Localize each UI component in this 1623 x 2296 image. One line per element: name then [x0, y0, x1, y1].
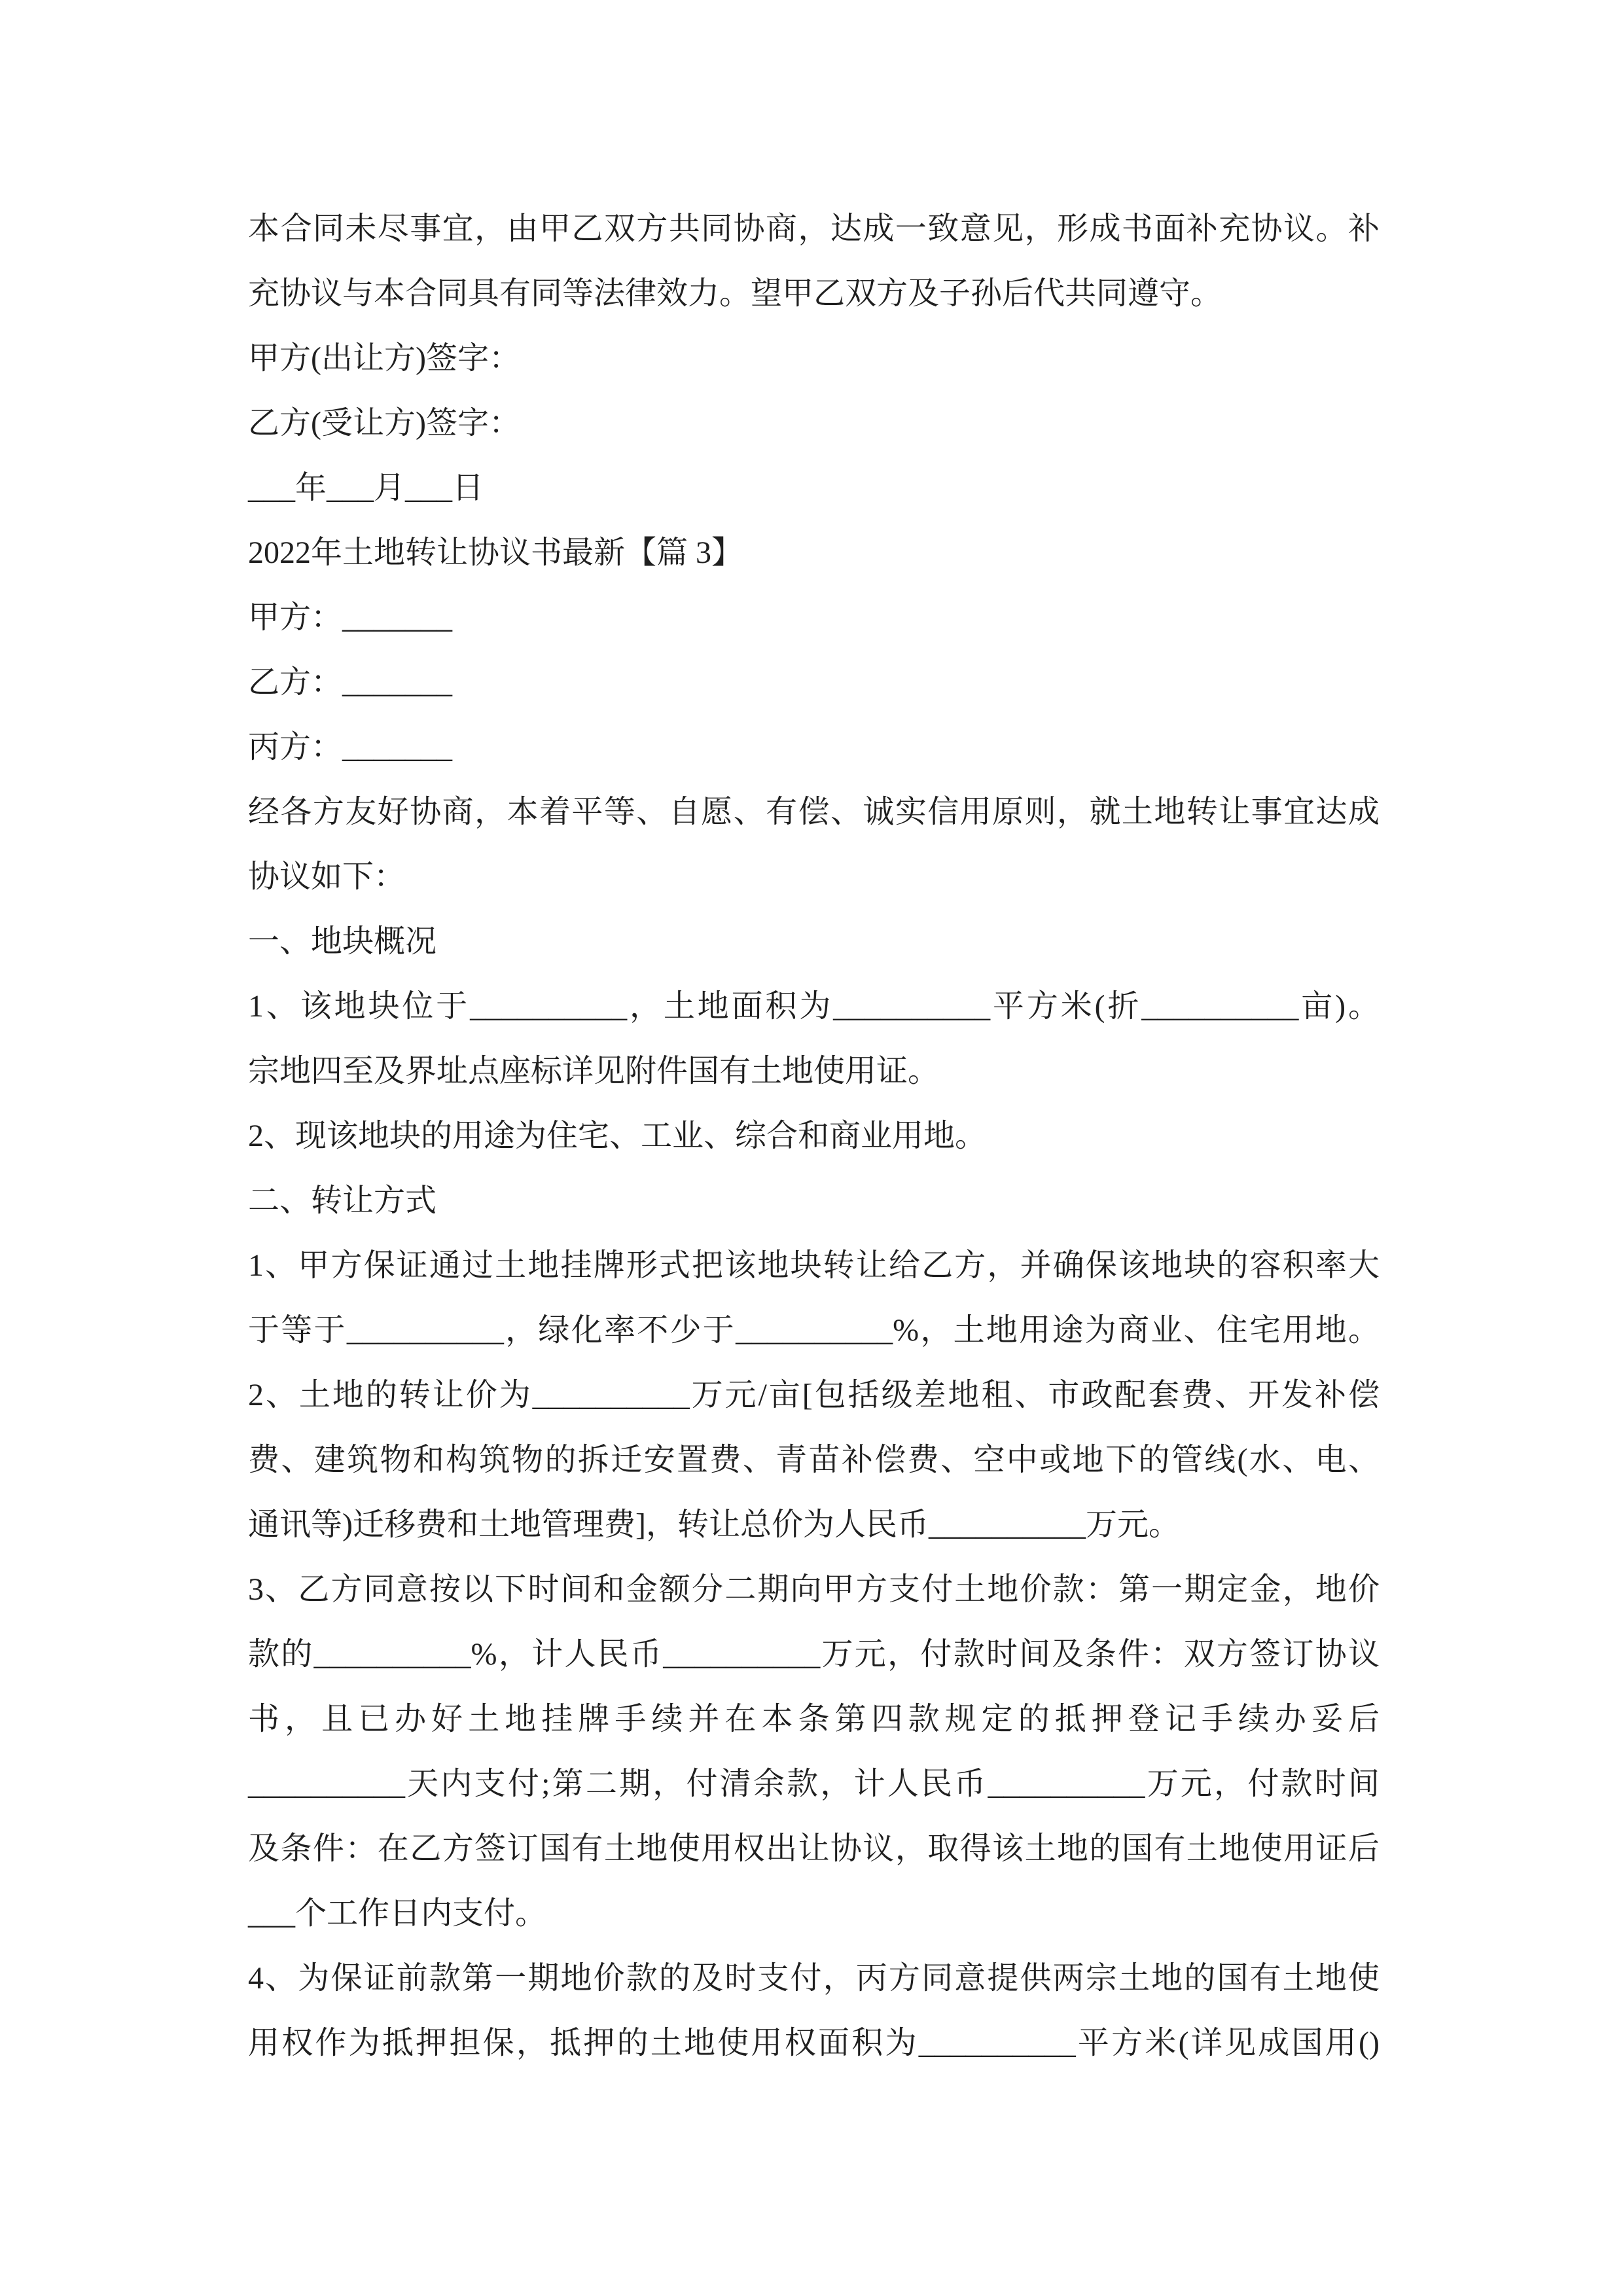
doc-line: ___个工作日内支付。: [248, 1896, 547, 1931]
doc-line: 经各方友好协商，本着平等、自愿、有偿、诚实信用原则，就土地转让事宜达成: [248, 795, 1380, 829]
doc-line-party-b-blank: 乙方：_______: [248, 665, 453, 700]
doc-line: 协议如下：: [248, 859, 406, 894]
doc-line-signature-party-a: 甲方(出让方)签字：: [248, 341, 520, 376]
doc-heading-transfer-method: 二、转让方式: [248, 1183, 437, 1218]
doc-line: 4、为保证前款第一期地价款的及时支付，丙方同意提供两宗土地的国有土地使: [248, 1961, 1380, 1996]
doc-line: 1、该地块位于__________，土地面积为__________平方米(折__________亩)。: [248, 989, 1380, 1024]
doc-line-party-c-blank: 丙方：_______: [248, 730, 453, 764]
doc-line: 用权作为抵押担保，抵押的土地使用权面积为__________平方米(详见成国用(): [248, 2026, 1380, 2060]
doc-line: 充协议与本合同具有同等法律效力。望甲乙双方及子孙后代共同遵守。: [248, 276, 1222, 311]
doc-line: 3、乙方同意按以下时间和金额分二期向甲方支付土地价款：第一期定金，地价: [248, 1572, 1380, 1607]
doc-line: 宗地四至及界址点座标详见附件国有土地使用证。: [248, 1054, 940, 1088]
doc-line: 款的__________%，计人民币__________万元，付款时间及条件：双方签订协议: [248, 1637, 1380, 1672]
doc-line-date-blank: ___年___月___日: [248, 471, 484, 505]
doc-line: 2、土地的转让价为__________万元/亩[包括级差地租、市政配套费、开发补偿: [248, 1378, 1380, 1412]
doc-line: 费、建筑物和构筑物的拆迁安置费、青苗补偿费、空中或地下的管线(水、电、: [248, 1443, 1380, 1477]
doc-line: 书，且已办好土地挂牌手续并在本条第四款规定的抵押登记手续办妥后: [248, 1702, 1380, 1736]
doc-line-signature-party-b: 乙方(受让方)签字：: [248, 406, 520, 440]
doc-section-title: 2022年土地转让协议书最新【篇 3】: [248, 535, 743, 570]
doc-line: 1、甲方保证通过土地挂牌形式把该地块转让给乙方，并确保该地块的容积率大: [248, 1248, 1380, 1283]
doc-line: 及条件：在乙方签订国有土地使用权出让协议，取得该土地的国有土地使用证后: [248, 1831, 1380, 1866]
doc-line: 通讯等)迁移费和土地管理费]，转让总价为人民币__________万元。: [248, 1507, 1180, 1542]
doc-line-party-a-blank: 甲方：_______: [248, 600, 453, 635]
doc-heading-plot-overview: 一、地块概况: [248, 924, 437, 959]
doc-line: 2、现该地块的用途为住宅、工业、综合和商业用地。: [248, 1119, 987, 1153]
doc-line: 于等于__________，绿化率不少于__________%，土地用途为商业、住宅用地。: [248, 1313, 1380, 1348]
doc-line: __________天内支付;第二期，付清余款，计人民币__________万元，付款时间: [248, 1767, 1380, 1801]
doc-line: 本合同未尽事宜，由甲乙双方共同协商，达成一致意见，形成书面补充协议。补: [248, 211, 1380, 246]
